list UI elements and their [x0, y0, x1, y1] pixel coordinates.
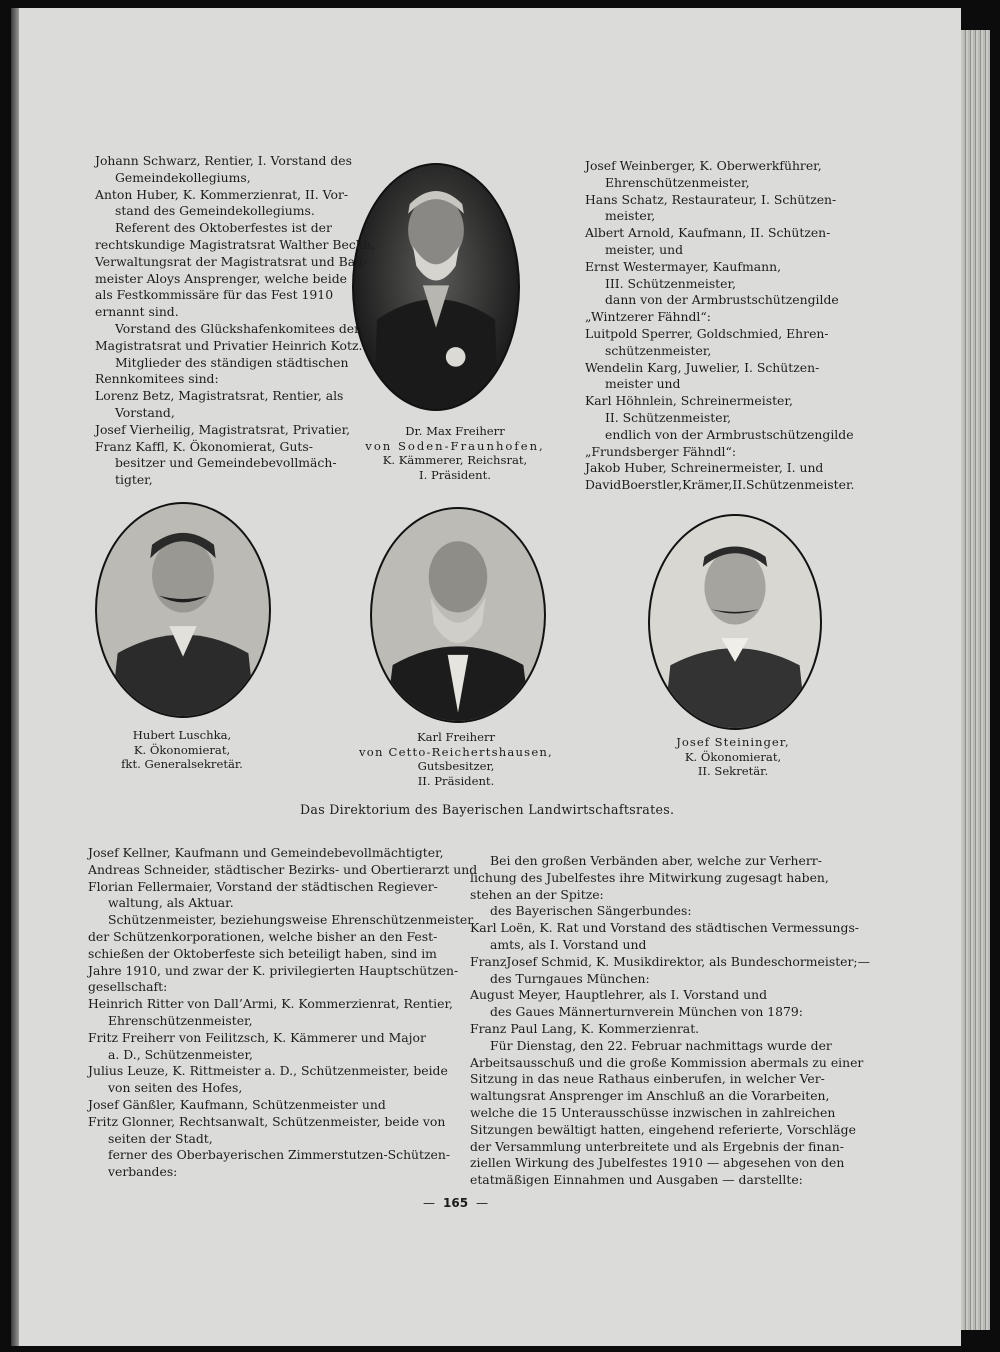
- text-line: Franz Paul Lang, K. Kommerzienrat.: [470, 1020, 700, 1036]
- caption-line: fkt. Generalsekretär.: [121, 757, 243, 772]
- text-line: Ehrenschützenmeister,: [108, 1012, 253, 1028]
- text-line: meister,: [605, 208, 656, 224]
- text-line: Josef Vierheilig, Magistratsrat, Privatier,: [95, 421, 351, 437]
- text-line: etatmäßigen Einnahmen und Ausgaben — darstellte:: [470, 1172, 803, 1188]
- caption-line: Dr. Max Freiherr: [405, 424, 505, 438]
- text-line: DavidBoerstler,Krämer,II.Schützenmeister.: [585, 477, 855, 493]
- column-bottom-right: [470, 853, 870, 1189]
- text-line: Karl Höhnlein, Schreinermeister,: [585, 393, 793, 409]
- text-line: des Gaues Männerturnverein München von 1879:: [490, 1004, 803, 1020]
- text-line: Josef Weinberger, K. Oberwerkführer,: [585, 158, 822, 173]
- text-line: von seiten des Hofes,: [108, 1080, 243, 1096]
- portrait-steininger-image: [650, 516, 820, 728]
- text-line: August Meyer, Hauptlehrer, als I. Vorstand und: [470, 987, 768, 1003]
- caption-luschka: [92, 728, 272, 772]
- portrait-cetto: [370, 507, 546, 723]
- text-line: stehen an der Spitze:: [470, 886, 604, 902]
- figure-caption: Das Direktorium des Bayerischen Landwirtschaftsrates.: [300, 802, 675, 817]
- text-line: II. Schützenmeister,: [605, 409, 732, 425]
- text-line: Albert Arnold, Kaufmann, II. Schützen-: [585, 225, 831, 241]
- text-line: Josef Gänßler, Kaufmann, Schützenmeister und: [88, 1096, 386, 1112]
- text-line: Andreas Schneider, städtischer Bezirks- und Obertierarzt und: [88, 861, 478, 877]
- text-line: Karl Loën, K. Rat und Vorstand des städtischen Vermessungs-: [470, 920, 859, 936]
- text-line: Fritz Freiherr von Feilitzsch, K. Kämmerer und Major: [88, 1029, 426, 1045]
- text-line: Magistratsrat und Privatier Heinrich Kotz.: [95, 337, 363, 353]
- portrait-luschka-image: [97, 504, 269, 716]
- text-line: a. D., Schützenmeister,: [108, 1046, 253, 1062]
- caption-line: II. Sekretär.: [697, 764, 769, 779]
- text-line: „Frundsberger Fähndl“:: [585, 443, 737, 459]
- text-line: Jahre 1910, und zwar der K. privilegierten Hauptschützen-: [88, 962, 459, 978]
- text-line: dann von der Armbrustschützengilde: [605, 292, 839, 308]
- text-line: Ernst Westermayer, Kaufmann,: [585, 258, 782, 274]
- text-line: FranzJosef Schmid, K. Musikdirektor, als Bundeschormeister;—: [470, 953, 870, 969]
- column-top-right: [585, 158, 854, 494]
- text-line: Heinrich Ritter von Dall’Armi, K. Kommerzienrat, Rentier,: [88, 996, 453, 1012]
- portrait-steininger: [648, 514, 822, 730]
- text-line: Bei den großen Verbänden aber, welche zur Verherr-: [490, 853, 822, 868]
- text-line: waltung, als Aktuar.: [108, 895, 234, 911]
- text-line: meister Aloys Ansprenger, welche beide: [95, 270, 347, 286]
- text-line: Hans Schatz, Restaurateur, I. Schützen-: [585, 191, 837, 207]
- text-line: Franz Kaffl, K. Ökonomierat, Guts-: [95, 438, 313, 454]
- text-line: lichung des Jubelfestes ihre Mitwirkung zugesagt haben,: [470, 869, 829, 885]
- text-line: besitzer und Gemeindebevollmäch-: [115, 455, 337, 471]
- text-line: des Bayerischen Sängerbundes:: [490, 903, 692, 919]
- caption-line: K. Ökonomierat,: [133, 742, 231, 757]
- page-number-value: 165: [443, 1196, 469, 1210]
- text-line: III. Schützenmeister,: [605, 275, 736, 291]
- text-line: schießen der Oktoberfeste sich beteiligt haben, sind im: [88, 945, 437, 961]
- text-line: schützenmeister,: [605, 342, 712, 358]
- text-line: der Schützenkorporationen, welche bisher an den Fest-: [88, 928, 438, 944]
- text-line: Arbeitsausschuß und die große Kommission abermals zu einer: [470, 1054, 864, 1070]
- text-line: Ehrenschützenmeister,: [605, 174, 750, 190]
- text-line: stand des Gemeindekollegiums.: [115, 203, 315, 219]
- caption-line: von Cetto-Reichertshausen,: [359, 744, 553, 759]
- text-line: Sitzungen bewältigt hatten, eingehend referierte, Vorschläge: [470, 1121, 856, 1137]
- caption-steininger: [643, 735, 823, 779]
- text-line: Jakob Huber, Schreinermeister, I. und: [585, 460, 824, 476]
- portrait-cetto-image: [372, 509, 544, 721]
- text-line: welche die 15 Unterausschüsse inzwischen in zahlreichen: [470, 1104, 836, 1120]
- text-line: Florian Fellermaier, Vorstand der städtischen Regiever-: [88, 878, 438, 894]
- portrait-soden: [352, 163, 520, 411]
- text-line: rechtskundige Magistratsrat Walther Beckh,: [95, 236, 376, 252]
- text-line: tigter,: [115, 472, 153, 488]
- text-line: Lorenz Betz, Magistratsrat, Rentier, als: [95, 388, 344, 404]
- column-bottom-left: [88, 845, 477, 1181]
- text-line: der Versammlung unterbreitete und als Ergebnis der finan-: [470, 1138, 844, 1154]
- portrait-luschka: [95, 502, 271, 718]
- text-line: Johann Schwarz, Rentier, I. Vorstand des: [95, 153, 352, 168]
- text-line: amts, als I. Vorstand und: [490, 936, 647, 952]
- page-number: — 165 —: [423, 1196, 489, 1210]
- caption-line: I. Präsident.: [419, 467, 491, 482]
- caption-line: Gutsbesitzer,: [417, 759, 495, 774]
- text-line: als Festkommissäre für das Fest 1910: [95, 287, 334, 303]
- text-line: Julius Leuze, K. Rittmeister a. D., Schützenmeister, beide: [88, 1063, 448, 1079]
- text-line: Wendelin Karg, Juwelier, I. Schützen-: [585, 359, 820, 375]
- text-line: Verwaltungsrat der Magistratsrat und Bau-: [95, 253, 368, 269]
- caption-line: II. Präsident.: [417, 773, 495, 788]
- caption-line: Hubert Luschka,: [132, 728, 232, 742]
- text-line: meister, und: [605, 241, 684, 257]
- text-line: Vorstand des Glückshafenkomitees der: [115, 320, 361, 336]
- text-line: seiten der Stadt,: [108, 1130, 213, 1146]
- caption-line: Karl Freiherr: [416, 730, 496, 744]
- text-line: gesellschaft:: [88, 979, 168, 995]
- caption-cetto: [345, 730, 567, 788]
- text-line: Luitpold Sperrer, Goldschmied, Ehren-: [585, 325, 829, 341]
- text-line: Anton Huber, K. Kommerzienrat, II. Vor-: [95, 186, 349, 202]
- text-line: meister und: [605, 376, 681, 392]
- caption-line: K. Kämmerer, Reichsrat,: [382, 453, 528, 468]
- text-line: Referent des Oktoberfestes ist der: [115, 220, 332, 236]
- text-line: ernannt sind.: [95, 304, 179, 320]
- text-line: Sitzung in das neue Rathaus einberufen, in welcher Ver-: [470, 1071, 825, 1087]
- page-edge: [958, 30, 990, 1330]
- text-line: endlich von der Armbrustschützengilde: [605, 426, 854, 442]
- caption-line: von Soden-Fraunhofen,: [365, 438, 545, 453]
- text-line: verbandes:: [108, 1164, 178, 1180]
- text-line: des Turngaues München:: [490, 970, 650, 986]
- portrait-soden-image: [354, 165, 518, 409]
- book-gutter: [11, 8, 19, 1346]
- text-line: Rennkomitees sind:: [95, 371, 219, 387]
- text-line: Für Dienstag, den 22. Februar nachmittags wurde der: [490, 1037, 832, 1053]
- text-line: Fritz Glonner, Rechtsanwalt, Schützenmeister, beide von: [88, 1113, 446, 1129]
- caption-line: K. Ökonomierat,: [684, 749, 782, 764]
- text-line: Schützenmeister, beziehungsweise Ehrenschützenmeister: [108, 912, 474, 928]
- text-line: Josef Kellner, Kaufmann und Gemeindebevollmächtigter,: [88, 845, 444, 860]
- text-line: Vorstand,: [115, 404, 175, 420]
- text-line: „Wintzerer Fähndl“:: [585, 309, 711, 325]
- text-line: ziellen Wirkung des Jubelfestes 1910 — abgesehen von den: [470, 1155, 845, 1171]
- caption-soden: [355, 424, 555, 482]
- text-line: waltungsrat Ansprenger im Anschluß an die Vorarbeiten,: [470, 1088, 830, 1104]
- column-top-left: [95, 153, 375, 489]
- text-line: ferner des Oberbayerischen Zimmerstutzen-Schützen-: [108, 1147, 451, 1163]
- caption-line: Josef Steininger,: [676, 735, 790, 749]
- text-line: Mitglieder des ständigen städtischen: [115, 354, 349, 370]
- text-line: Gemeindekollegiums,: [115, 169, 251, 185]
